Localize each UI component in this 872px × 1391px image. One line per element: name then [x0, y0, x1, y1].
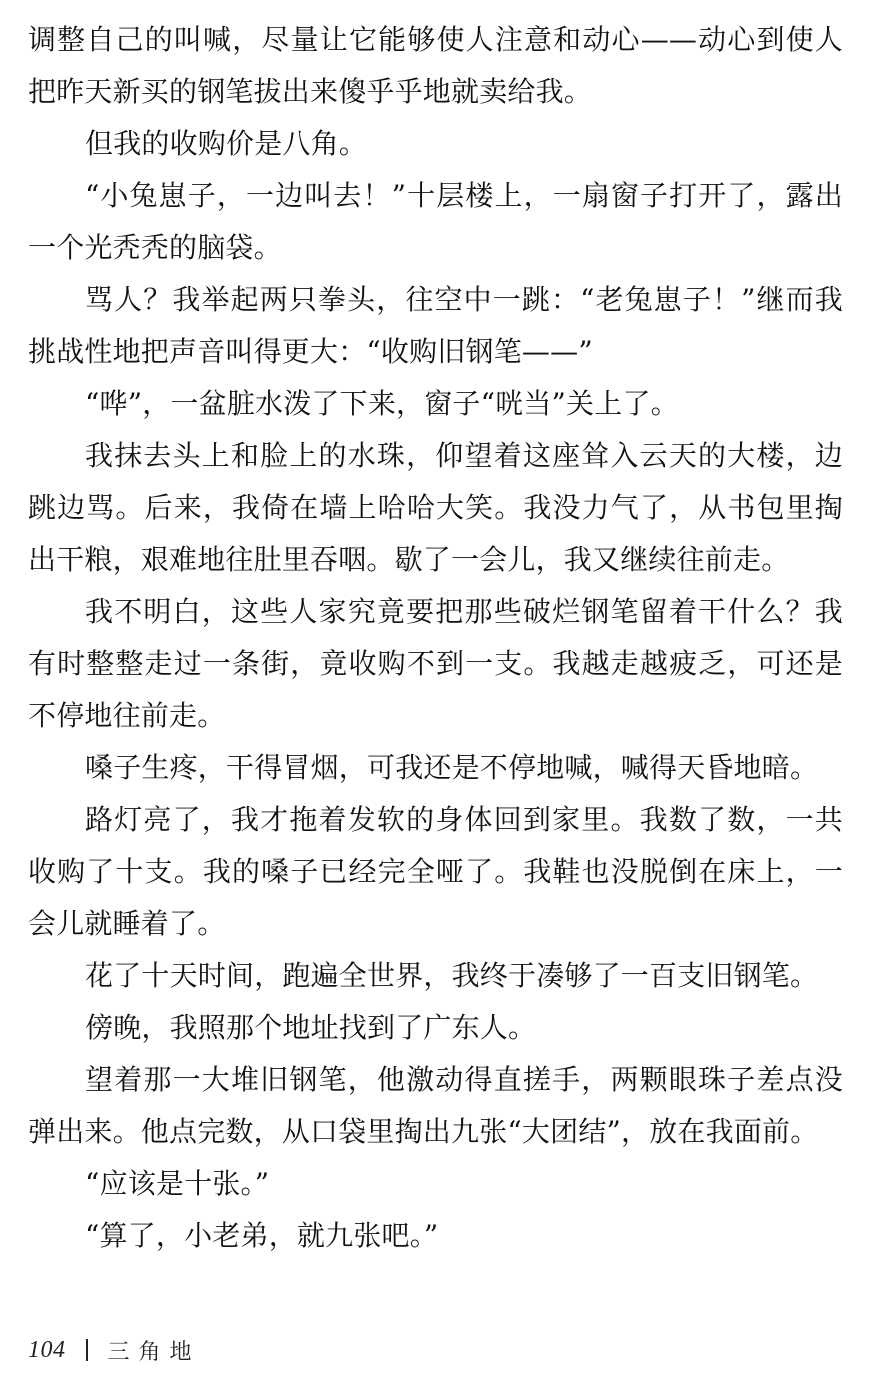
book-title: 三角地 — [107, 1339, 201, 1365]
paragraph-1: 调整自己的叫喊，尽量让它能够使人注意和动心——动心到使人把昨天新买的钢笔拔出来傻乎乎地就卖给我。 — [28, 23, 843, 108]
paragraph-2: 但我的收购价是八角。 — [85, 127, 368, 160]
paragraph-6: 我抹去头上和脸上的水珠，仰望着这座耸入云天的大楼，边跳边骂。后来，我倚在墙上哈哈大笑。我没力气了，从书包里掏出干粮，艰难地往肚里吞咽。歇了一会儿，我又继续往前走。 — [28, 439, 843, 576]
footer-divider — [86, 1339, 88, 1361]
paragraph-3: “小兔崽子，一边叫去！”十层楼上，一扇窗子打开了，露出一个光秃秃的脑袋。 — [28, 179, 843, 264]
paragraph-7: 我不明白，这些人家究竟要把那些破烂钢笔留着干什么？我有时整整走过一条街，竟收购不到一支。我越走越疲乏，可还是不停地往前走。 — [28, 595, 843, 732]
paragraph-8: 嗓子生疼，干得冒烟，可我还是不停地喊，喊得天昏地暗。 — [85, 751, 819, 784]
body-text — [28, 14, 843, 1262]
paragraph-11: 傍晚，我照那个地址找到了广东人。 — [85, 1011, 537, 1044]
paragraph-14: “算了，小老弟，就九张吧。” — [85, 1219, 439, 1252]
paragraph-10: 花了十天时间，跑遍全世界，我终于凑够了一百支旧钢笔。 — [85, 959, 819, 992]
paragraph-12: 望着那一大堆旧钢笔，他激动得直搓手，两颗眼珠子差点没弹出来。他点完数，从口袋里掏出九张“大团结”，放在我面前。 — [28, 1063, 843, 1148]
paragraph-4: 骂人？我举起两只拳头，往空中一跳：“老兔崽子！”继而我挑战性地把声音叫得更大：“收购旧钢笔——” — [28, 283, 843, 368]
page-number: 104 — [28, 1336, 66, 1363]
page-footer — [28, 1332, 201, 1368]
paragraph-5: “哗”，一盆脏水泼了下来，窗子“咣当”关上了。 — [85, 387, 679, 420]
paragraph-9: 路灯亮了，我才拖着发软的身体回到家里。我数了数，一共收购了十支。我的嗓子已经完全哑了。我鞋也没脱倒在床上，一会儿就睡着了。 — [28, 803, 843, 940]
paragraph-13: “应该是十张。” — [85, 1167, 270, 1200]
